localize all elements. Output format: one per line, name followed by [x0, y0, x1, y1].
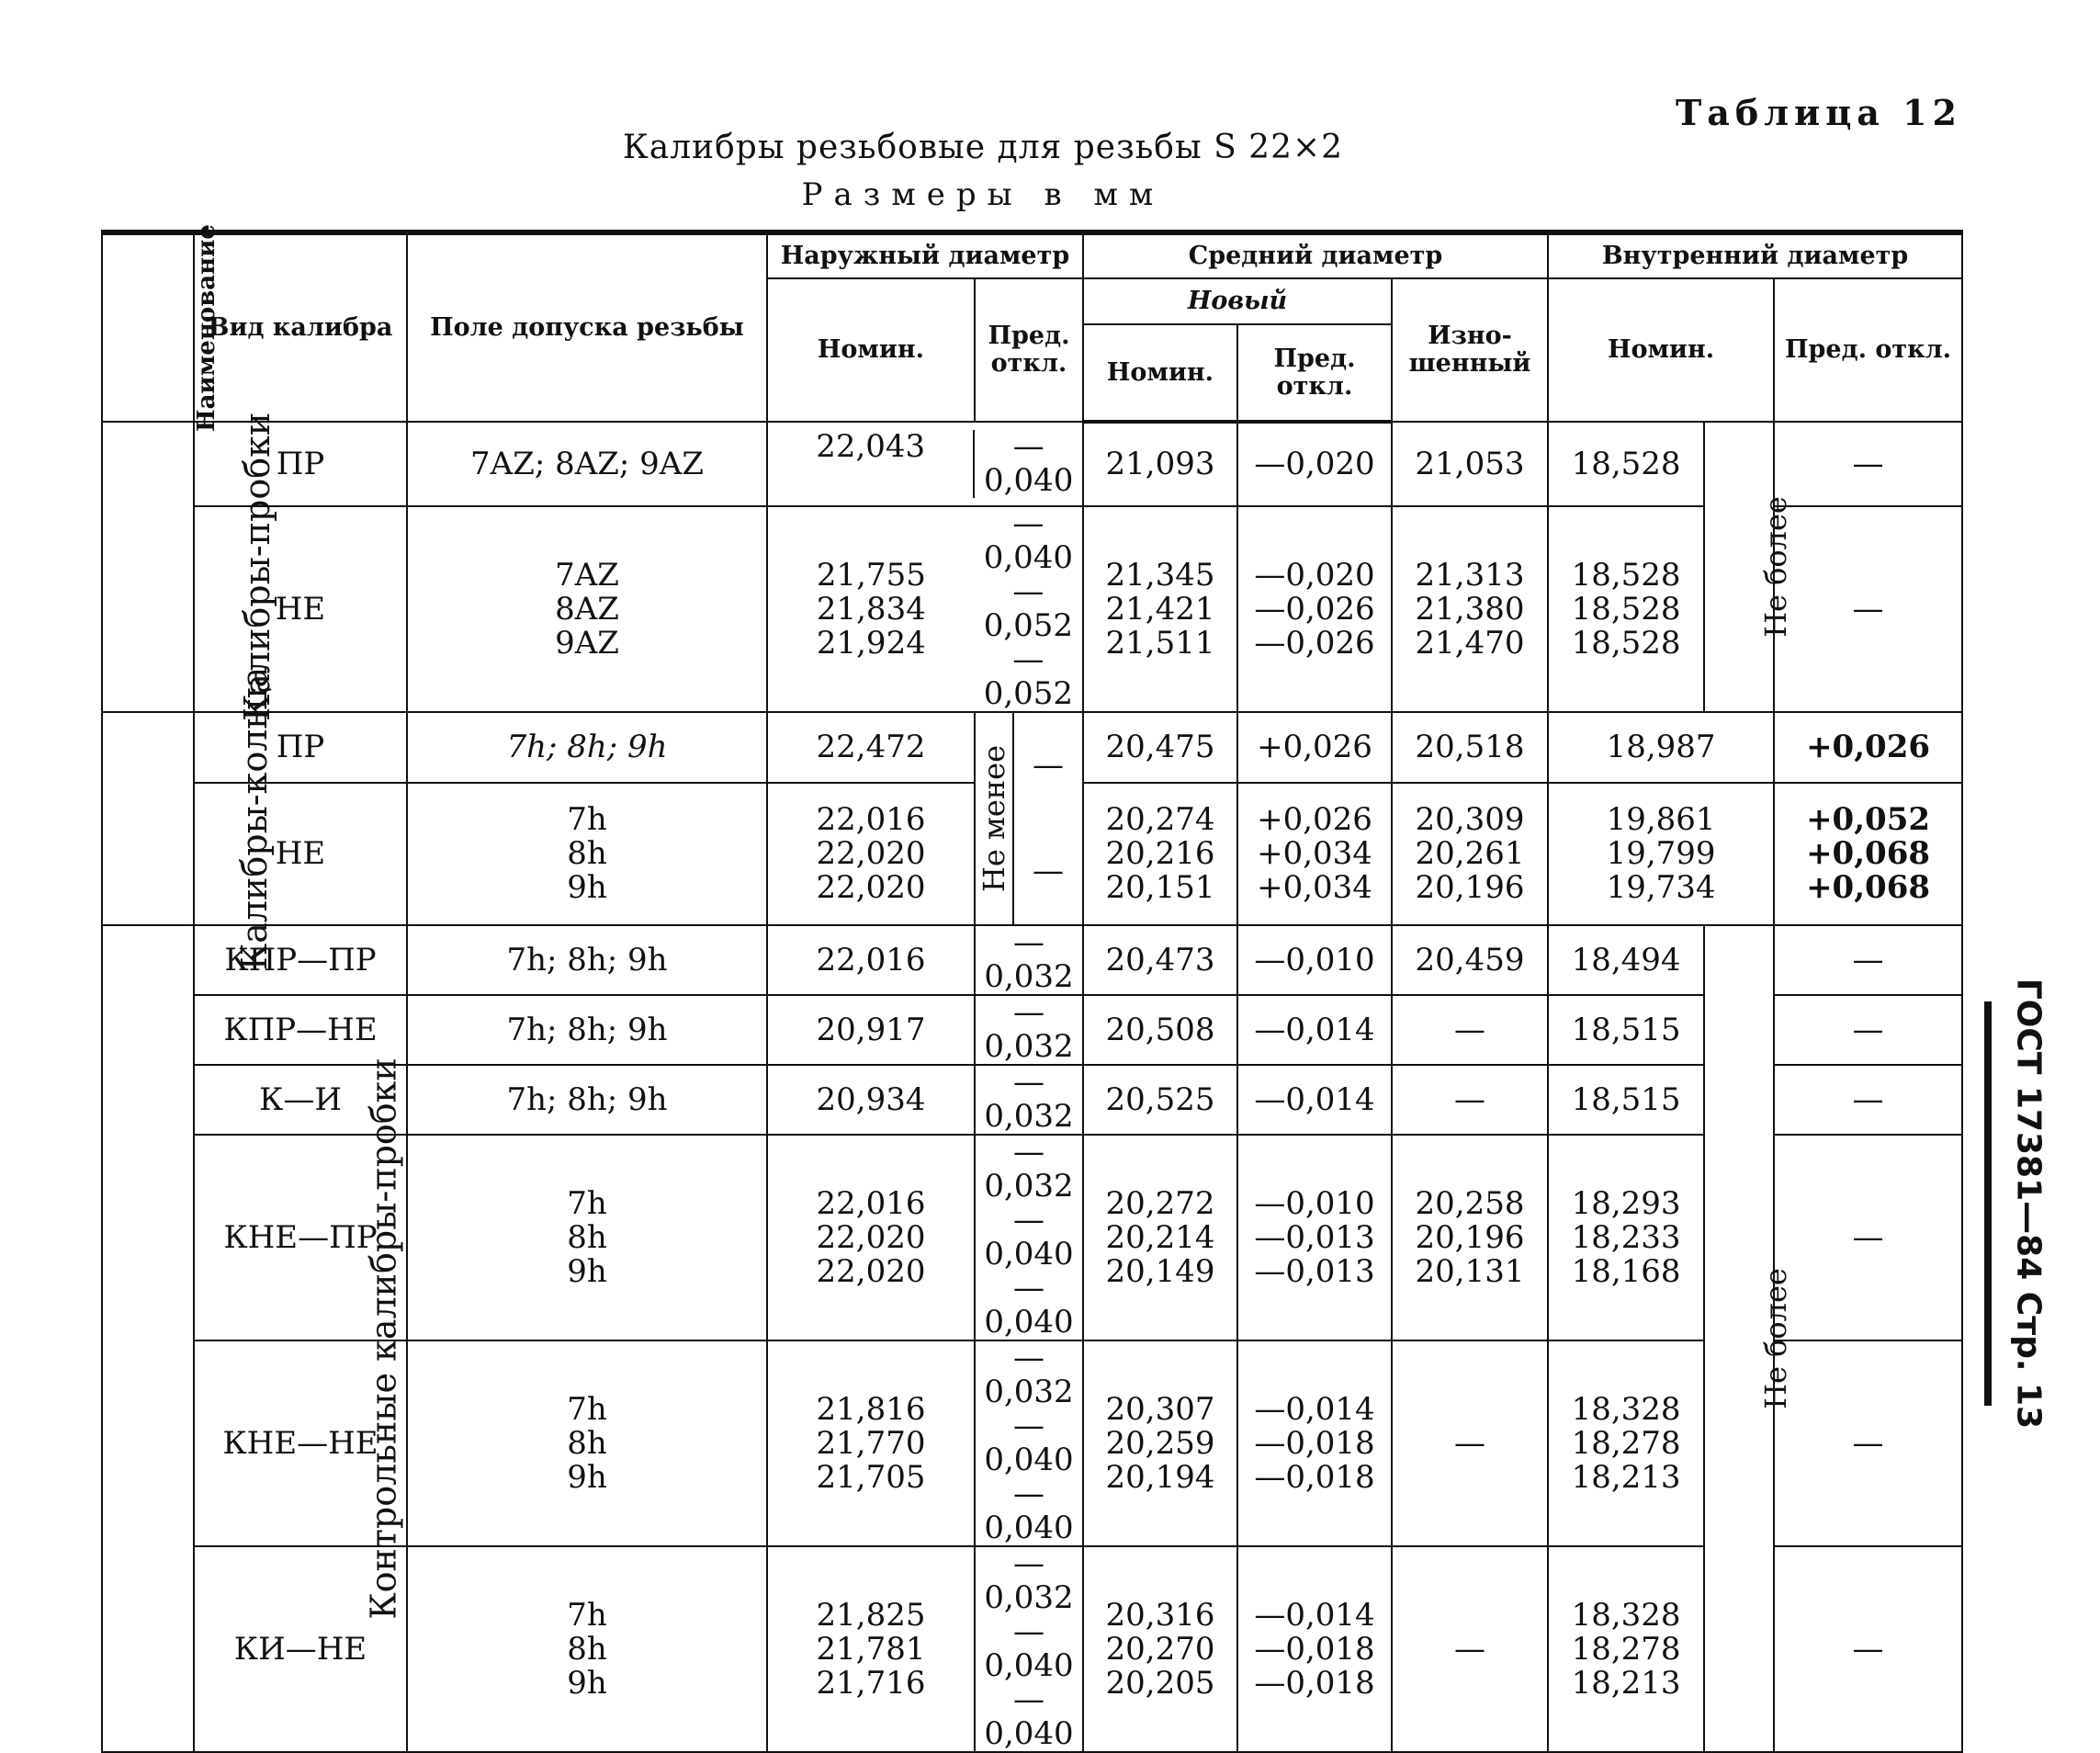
- table-row: Контрольные калибры-пробки КПР—ПР 7h; 8h; 9h 22,016 —0,032 20,473 —0,010 20,459 18,494 Не более —: [102, 925, 1962, 995]
- header-inner-diameter: Внутренний диаметр: [1548, 232, 1962, 278]
- table-row: К—И 7h; 8h; 9h 20,934 —0,032 20,525 —0,014 — 18,515 —: [102, 1065, 1962, 1135]
- header-outer-diameter: Наружный диаметр: [767, 232, 1083, 278]
- note-not-less: Не менее: [976, 713, 1014, 924]
- group-control-plugs: Контрольные калибры-пробки: [102, 925, 194, 1752]
- header-kind: Вид калибра: [194, 232, 407, 422]
- header-middle-nominal: Номин.: [1083, 324, 1237, 422]
- note-not-more: Не более: [1704, 422, 1774, 712]
- header-name: Наименование: [102, 232, 194, 422]
- table-row: КПР—НЕ 7h; 8h; 9h 20,917 —0,032 20,508 —0,014 — 18,515 —: [102, 995, 1962, 1065]
- gauge-table: [101, 224, 1963, 1753]
- header-new: Новый: [1083, 278, 1392, 324]
- header-outer-nominal: Номин.: [767, 278, 975, 422]
- table-row: КНЕ—ПР 7h 8h 9h 22,016 22,020 22,020 —0,032 —0,040 —0,040 20,272 20,214 20,149 —0,010 —0,013 —0,013 20,258 20,196 20,131 18,293 18,233 18,168 —: [102, 1135, 1962, 1340]
- header-outer-deviation: Пред. откл.: [975, 278, 1083, 422]
- table-row: Калибры-пробки ПР 7AZ; 8AZ; 9AZ 22,043 —0,040 21,093 —0,020 21,053 18,528 Не более —: [102, 422, 1962, 506]
- table-title: Калибры резьбовые для резьбы S 22×2: [622, 129, 1344, 166]
- header-middle-diameter: Средний диаметр: [1083, 232, 1548, 278]
- header-worn: Изно-шенный: [1392, 278, 1548, 422]
- header-inner-deviation: Пред. откл.: [1774, 278, 1962, 422]
- side-stamp: [1984, 978, 2065, 1430]
- header-inner-nominal: Номин.: [1548, 278, 1774, 422]
- table-row: НЕ 7AZ 8AZ 9AZ 21,755 21,834 21,924 —0,040 —0,052 —0,052 21,345 21,421 21,511 —0,020 —0,026 —0,026 21,313 21,380 21,470 18,528 18,528 18,528 —: [102, 506, 1962, 712]
- table-units: Размеры в мм: [801, 176, 1165, 213]
- note-not-more-control: Не более: [1704, 925, 1774, 1752]
- table-row: КИ—НЕ 7h 8h 9h 21,825 21,781 21,716 —0,032 —0,040 —0,040 20,316 20,270 20,205 —0,014 —0,018 —0,018 — 18,328 18,278 18,213 —: [102, 1546, 1962, 1752]
- header-tolerance: Поле допуска резьбы: [407, 232, 767, 422]
- gost-page-ref: ГОСТ 17381—84 Стр. 13: [2009, 978, 2048, 1430]
- header-middle-deviation: Пред. откл.: [1237, 324, 1392, 422]
- table-row: НЕ 7h 8h 9h 22,016 22,020 22,020 20,274 20,216 20,151 +0,026 +0,034 +0,034 20,309 20,261 20,196 19,861 19,799 19,734 +0,052 +0,068 +0,068: [102, 783, 1962, 925]
- table-row: КНЕ—НЕ 7h 8h 9h 21,816 21,770 21,705 —0,032 —0,040 —0,040 20,307 20,259 20,194 —0,014 —0,018 —0,018 — 18,328 18,278 18,213 —: [102, 1340, 1962, 1546]
- table-number: Таблица 12: [1675, 92, 1962, 133]
- table-row: Калибры-кольца ПР 7h; 8h; 9h 22,472 Не менее — — 20,475 +0,026 20,518 18,987 +0,026: [102, 712, 1962, 783]
- group-rings: Калибры-кольца: [102, 712, 194, 925]
- group-plugs: Калибры-пробки: [102, 422, 194, 712]
